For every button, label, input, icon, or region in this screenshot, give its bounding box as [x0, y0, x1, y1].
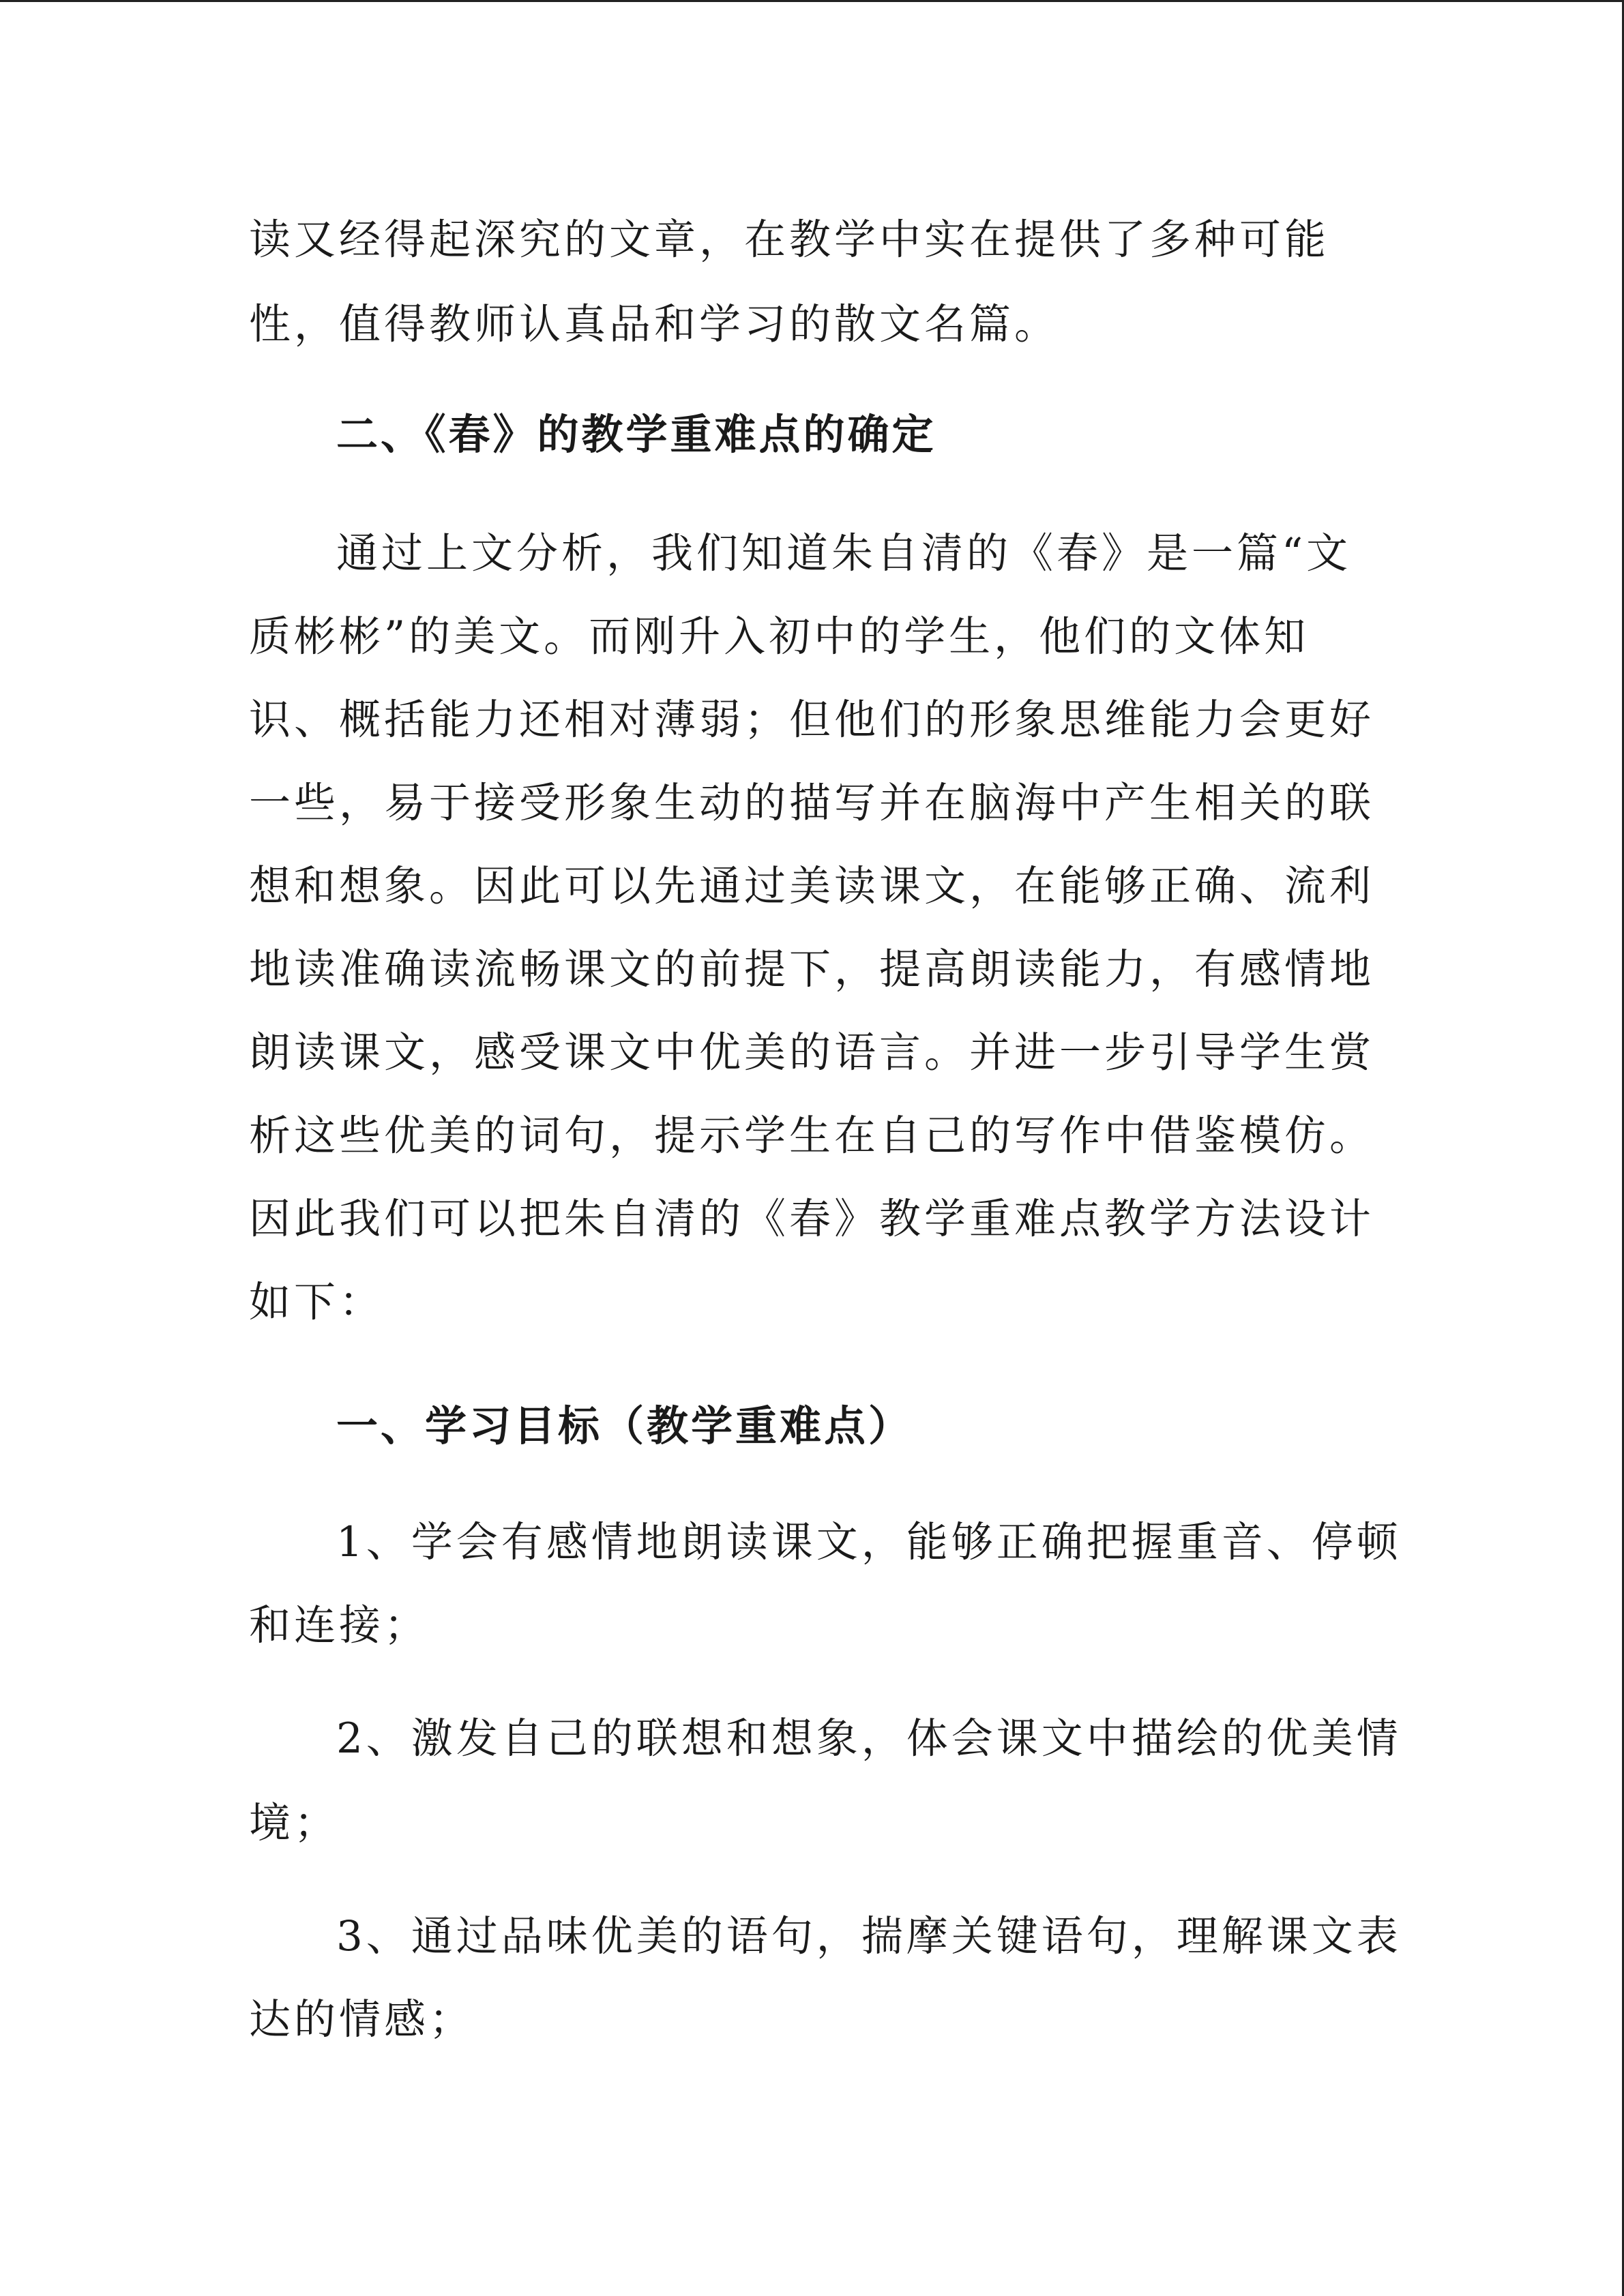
paragraph-line: 通过上文分析，我们知道朱自清的《春》是一篇“文 [336, 529, 1352, 578]
list-item-line: 2、激发自己的联想和想象，体会课文中描绘的优美情 [336, 1714, 1402, 1763]
paragraph-line: 想和想象。因此可以先通过美读课文，在能够正确、流利 [249, 862, 1375, 910]
paragraph-line: 析这些优美的词句，提示学生在自己的写作中借鉴模仿。 [249, 1112, 1375, 1160]
paragraph-line: 识、概括能力还相对薄弱；但他们的形象思维能力会更好 [249, 696, 1375, 744]
section-heading: 二、《春》的教学重难点的确定 [336, 411, 936, 459]
paragraph-line: 如下： [249, 1278, 385, 1326]
list-item-line: 境； [249, 1799, 340, 1847]
list-item-line: 1、学会有感情地朗读课文，能够正确把握重音、停顿 [336, 1518, 1402, 1566]
paragraph-line: 朗读课文，感受课文中优美的语言。并进一步引导学生赏 [249, 1028, 1375, 1077]
paragraph-line: 一些，易于接受形象生动的描写并在脑海中产生相关的联 [249, 779, 1375, 827]
section-heading: 一、学习目标（教学重难点） [336, 1402, 913, 1450]
paragraph-line: 性，值得教师认真品和学习的散文名篇。 [249, 300, 1060, 348]
paragraph-line: 质彬彬”的美文。而刚升入初中的学生，他们的文体知 [249, 612, 1310, 661]
list-item-line: 和连接； [249, 1601, 430, 1650]
paragraph-line: 因此我们可以把朱自清的《春》教学重难点教学方法设计 [249, 1195, 1375, 1243]
paragraph-line: 读又经得起深究的文章，在教学中实在提供了多种可能 [249, 215, 1330, 264]
list-item-line: 达的情感； [249, 1995, 475, 2044]
paragraph-line: 地读准确读流畅课文的前提下，提高朗读能力，有感情地 [249, 945, 1375, 994]
page-top-border [0, 0, 1624, 2]
list-item-line: 3、通过品味优美的语句，揣摩关键语句，理解课文表 [336, 1912, 1402, 1960]
